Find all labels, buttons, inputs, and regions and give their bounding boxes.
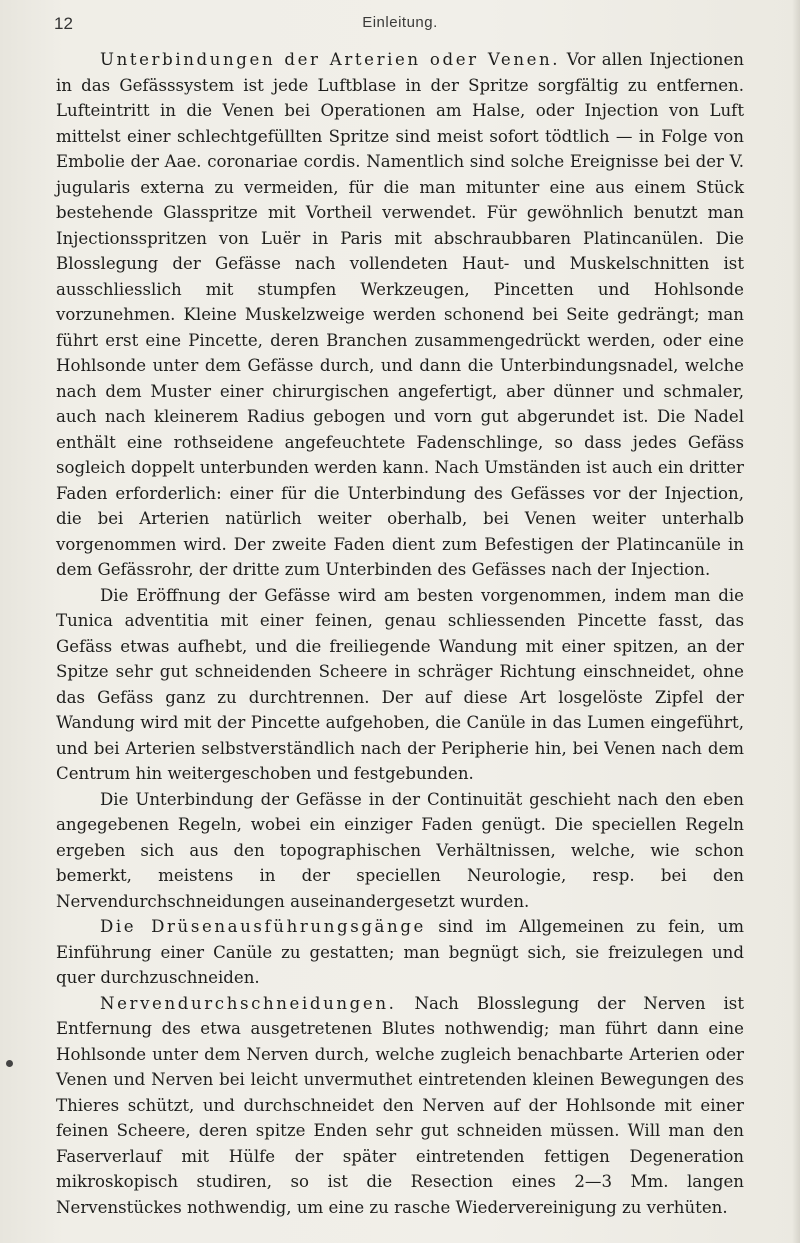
body-text [56,47,744,1220]
section-lead-nerven: Nervendurchschneidungen. [100,993,397,1013]
paragraph-text: Die Eröffnung der Gefässe wird am besten vorgenommen, indem man die Tunica adventitia mit einer feinen, genau schliessenden Pincette fasst, das Gefäss etwas aufhebt, und die freiliegende Wandung mit einer spitzen, an der Spitze sehr gut schneidenden Scheere in schräger Richtung einschneidet, ohne das Gefäss ganz zu durchtrennen. Der auf diese Art losgelöste Zipfel der Wandung wird mit der Pincette aufgehoben, die Canüle in das Lumen eingeführt, und bei Arterien selbstverständlich nach der Peripherie hin, bei Venen nach dem Centrum hin weitergeschoben und festgebunden. [56,585,744,783]
paragraph-nerve-section [56,991,744,1221]
margin-dot [6,1060,13,1067]
paragraph-text: sind im Allgemeinen zu fein, um Einführung einer Canüle zu gestatten; man begnügt sich, sie freizulegen und quer durchzuschneiden. [56,917,744,987]
paragraph-glands [56,914,744,991]
paragraph-text: Vor allen Injectionen in das Gefässsystem ist jede Luftblase in der Spritze sorgfältig zu entfernen. Lufteintritt in die Venen bei Operationen am Halse, oder Injection von Luft mittelst einer schlechtgefüllten Spritze sind meist sofort tödtlich — in Folge von Embolie der Aae. coronariae cordis. Namentlich sind solche Ereignisse bei der V. jugularis externa zu vermeiden, für die man mitunter eine aus einem Stück bestehende Glasspritze mit Vortheil verwendet. Für gewöhnlich benutzt man Injectionsspritzen von Luër in Paris mit abschraubbaren Platincanülen. Die Blosslegung der Gefässe nach vollendeten Haut- und Muskelschnitten ist ausschliesslich mit stumpfen Werkzeugen, Pincetten und Hohlsonde vorzunehmen. Kleine Muskelzweige werden schonend bei Seite gedrängt; man führt erst eine Pincette, deren Branchen zusammengedrückt werden, oder eine Hohlsonde unter dem Gefässe durch, und dann die Unterbindungsnadel, welche nach dem Muster einer chirurgischen angefertigt, aber dünner und schmaler, auch nach kleinerem Radius gebogen und vorn gut abgerundet ist. Die Nadel enthält eine rothseidene angefeuchtete Fadenschlinge, so dass jedes Gefäss sogleich doppelt unterbunden werden kann. Nach Umständen ist auch ein dritter Faden erforderlich: einer für die Unterbindung des Gefässes vor der Injection, die bei Arterien natürlich weiter oberhalb, bei Venen weiter unterhalb vorgenommen wird. Der zweite Faden dient zum Befestigen der Platincanüle in dem Gefässrohr, der dritte zum Unterbinden des Gefässes nach der Injection. [56,50,744,579]
paragraph-text: Die Unterbindung der Gefässe in der Continuität geschieht nach den eben angegebenen Regeln, wobei ein einziger Faden genügt. Die speciellen Regeln ergeben sich aus den topographischen Verhältnissen, welche, wie schon bemerkt, meistens in der speciellen Neurologie, resp. bei den Nervendurchschneidungen auseinandergesetzt wurden. [56,789,744,911]
section-lead-unterbindungen: Unterbindungen der Arterien oder Venen. [100,50,561,69]
page-edge-shadow [792,0,800,1243]
section-lead-druesen: Die Drüsenausführungsgänge [100,917,426,936]
page-number: 12 [54,14,73,33]
paragraph-vessel-opening [56,583,744,787]
paragraph-arteries-veins [56,47,744,583]
running-title: Einleitung. [362,14,438,31]
paragraph-ligature-continuity [56,787,744,915]
paragraph-text: Nach Blosslegung der Nerven ist Entfernung des etwa ausgetretenen Blutes nothwendig; man führt dann eine Hohlsonde unter dem Nerven durch, welche zugleich benachbarte Arterien oder Venen und Nerven bei leicht unvermuthet eintretenden kleinen Bewegungen des Thieres schützt, und durchschneidet den Nerven auf der Hohlsonde mit einer feinen Scheere, deren spitze Enden sehr gut schneiden müssen. Will man den Faserverlauf mit Hülfe der später eintretenden fettigen Degeneration mikroskopisch studiren, so ist die Resection eines 2—3 Mm. langen Nervenstückes nothwendig, um eine zu rasche Wiedervereinigung zu verhüten. [56,993,744,1217]
page-header [54,14,746,38]
